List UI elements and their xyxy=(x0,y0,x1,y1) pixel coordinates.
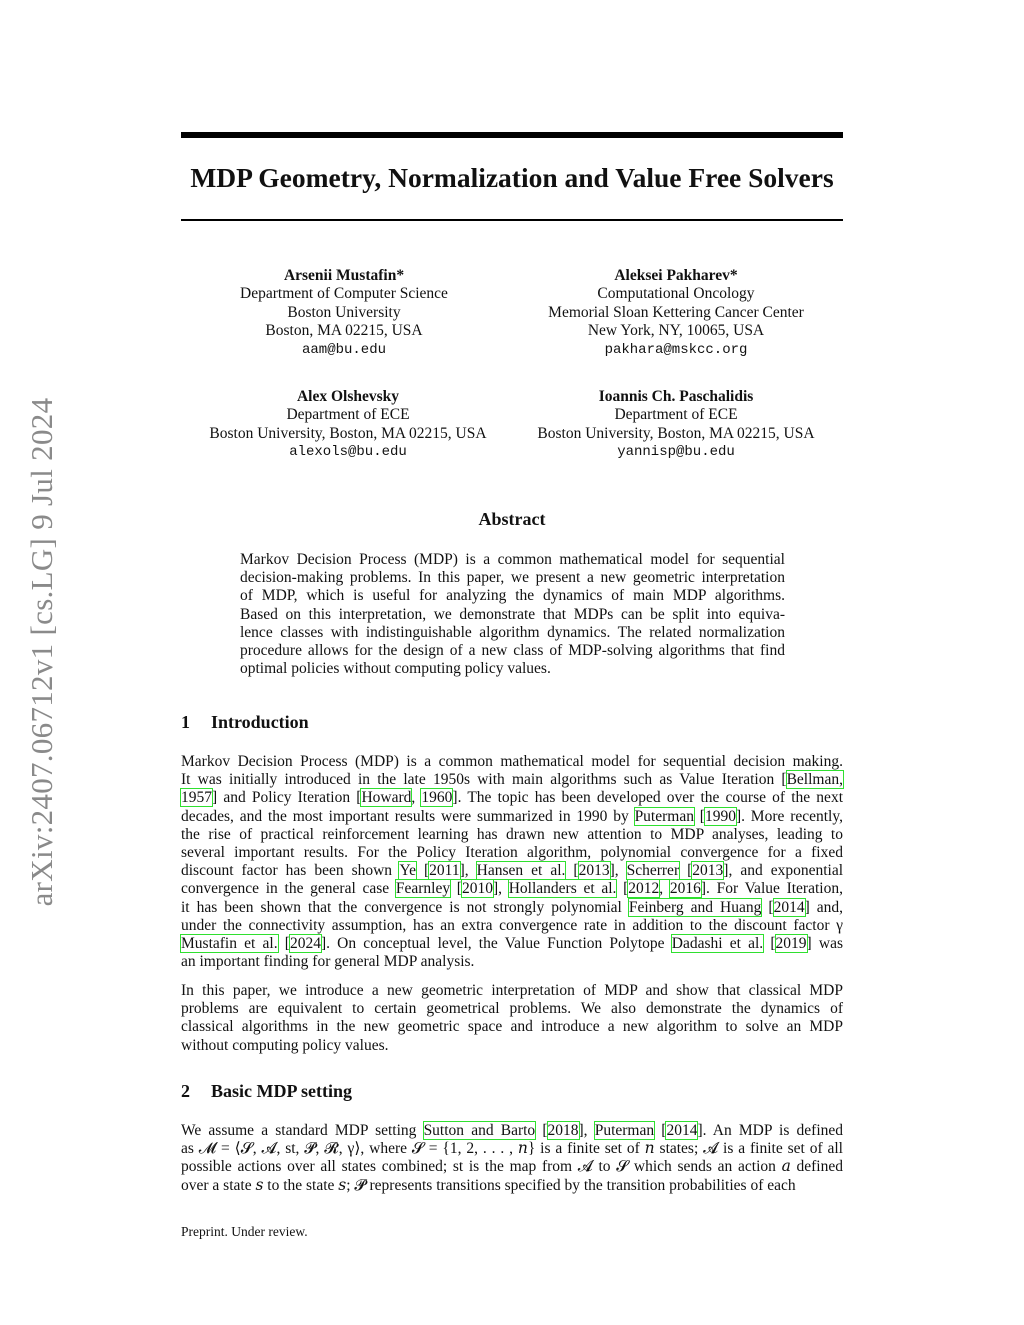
text-span: lence classes with indistinguishable algorithm dynamics. The related normalization xyxy=(240,623,785,641)
author-name: Ioannis Ch. Paschalidis xyxy=(598,388,754,405)
section-heading xyxy=(181,712,309,733)
citation-link[interactable]: 2014 xyxy=(666,1122,698,1139)
text-line xyxy=(181,1037,843,1055)
citation-link[interactable]: 2013 xyxy=(578,862,610,880)
text-span: ], xyxy=(609,862,627,880)
text-span: [ xyxy=(679,862,693,880)
citation-link[interactable]: Scherrer xyxy=(626,862,680,880)
text-span: Markov Decision Process (MDP) is a common mathematical model for sequential decision making. xyxy=(181,753,843,770)
citation-link[interactable]: 2010 xyxy=(461,880,493,898)
author-name: Alex Olshevsky xyxy=(296,388,400,405)
text-span: of MDP, which is useful for analyzing the dynamics of main MDP algorithms. xyxy=(240,587,785,605)
text-span: ], xyxy=(492,880,509,898)
text-line xyxy=(181,1177,843,1195)
text-line xyxy=(240,551,785,569)
citation-link[interactable]: Mustafin et al. xyxy=(181,934,278,952)
section-number: 1 xyxy=(181,712,190,732)
text-span: convergence in the general case xyxy=(181,880,396,898)
citation-link[interactable]: Hansen et al. xyxy=(476,862,566,880)
author-block xyxy=(511,388,841,462)
text-line xyxy=(181,771,843,789)
text-span: decades, and the most important results were summarized in 1990 by xyxy=(181,807,635,825)
citation-link[interactable]: Sutton and Barto xyxy=(423,1122,536,1139)
text-line xyxy=(240,624,785,642)
text-span: without computing policy values. xyxy=(181,1036,389,1054)
text-span: optimal policies without computing policy values. xyxy=(240,660,551,678)
text-span: [ xyxy=(565,862,579,880)
citation-link[interactable]: Dadashi et al. xyxy=(671,934,764,952)
citation-link[interactable]: 2013 xyxy=(692,862,724,880)
title-top-rule xyxy=(181,132,843,138)
text-line xyxy=(240,642,785,660)
citation-link[interactable]: Feinberg and Huang xyxy=(628,898,762,916)
text-span: over a state 𝑠 to the state 𝑠; 𝓟 represents transitions specified by the transition probabilities of each xyxy=(181,1176,796,1194)
abstract-heading: Abstract xyxy=(478,509,546,529)
citation-link[interactable]: 2016 xyxy=(669,880,701,898)
author-email[interactable]: aam@bu.edu xyxy=(301,341,386,358)
text-span: ], and exponential xyxy=(723,862,843,880)
text-line xyxy=(181,808,843,826)
text-line xyxy=(181,880,843,898)
text-line xyxy=(181,953,843,971)
text-span: [ xyxy=(535,1122,548,1139)
citation-link[interactable]: Fearnley xyxy=(395,880,451,898)
text-span: an important finding for general MDP analysis. xyxy=(181,953,475,971)
text-line xyxy=(181,982,843,1000)
text-span: We assume a standard MDP setting xyxy=(181,1122,424,1139)
text-span: under the connectivity assumption, has an extra convergence rate in addition to the discount factor γ xyxy=(181,916,843,934)
text-line xyxy=(181,753,843,771)
author-affiliation: Department of ECE xyxy=(286,406,410,424)
text-span: ], xyxy=(578,1122,595,1139)
text-span: it has been shown that the convergence is not strongly polynomial xyxy=(181,898,629,916)
paragraph xyxy=(181,753,843,971)
text-span: classical algorithms in the new geometric space and introduce a new algorithm to solve an MDP xyxy=(181,1018,843,1036)
citation-link[interactable]: 1990 xyxy=(704,807,736,825)
citation-link[interactable]: Ye xyxy=(399,862,416,880)
text-line xyxy=(181,1122,843,1140)
text-line xyxy=(181,935,843,953)
author-affiliation: Department of ECE xyxy=(614,406,738,424)
text-span: ]. More recently, xyxy=(735,807,843,825)
text-span: , xyxy=(659,880,670,898)
author-affiliation: Memorial Sloan Kettering Cancer Center xyxy=(548,303,804,321)
author-name: Aleksei Pakharev* xyxy=(614,267,738,284)
author-affiliation: Boston University, Boston, MA 02215, USA xyxy=(537,424,815,442)
title-bottom-rule xyxy=(181,219,843,221)
text-span: [ xyxy=(693,807,705,825)
text-line xyxy=(181,917,843,935)
text-span: discount factor has been shown xyxy=(181,862,400,880)
citation-link[interactable]: 2014 xyxy=(773,898,805,916)
text-span: ]. For Value Iteration, xyxy=(700,880,843,898)
text-span: ] and Policy Iteration [ xyxy=(212,789,362,807)
text-line xyxy=(240,606,785,624)
citation-link[interactable]: Bellman, xyxy=(786,771,843,789)
text-span: as 𝓜 = ⟨𝓢, 𝓐, st, 𝓟, 𝓡, γ⟩, where 𝓢 = {1, 2, . . . , 𝑛} is a finite set of 𝑛 states; 𝓐 is a finite set of all xyxy=(181,1140,843,1158)
text-span: problems are equivalent to certain geometrical problems. We also demonstrate the dynamics of xyxy=(181,1000,843,1018)
author-email[interactable]: yannisp@bu.edu xyxy=(617,444,735,461)
author-affiliation: Boston University xyxy=(287,303,401,321)
text-line xyxy=(181,789,843,807)
text-line xyxy=(181,862,843,880)
citation-link[interactable]: Puterman xyxy=(594,1122,655,1139)
citation-link[interactable]: 2019 xyxy=(775,934,807,952)
citation-link[interactable]: 2011 xyxy=(429,862,460,880)
text-line xyxy=(181,1000,843,1018)
section-title: Introduction xyxy=(211,712,309,732)
text-span: [ xyxy=(616,880,629,898)
paragraph xyxy=(181,1122,843,1195)
text-span: ]. On conceptual level, the Value Function Polytope xyxy=(320,934,672,952)
text-line xyxy=(181,844,843,862)
author-affiliation: Computational Oncology xyxy=(597,285,755,303)
citation-link[interactable]: Puterman xyxy=(634,807,694,825)
text-span: [ xyxy=(277,934,290,952)
text-line xyxy=(181,1140,843,1158)
text-span: Markov Decision Process (MDP) is a common mathematical model for sequential xyxy=(240,551,785,568)
author-affiliation: New York, NY, 10065, USA xyxy=(587,322,765,340)
author-email[interactable]: alexols@bu.edu xyxy=(289,444,407,461)
text-span: [ xyxy=(763,934,776,952)
text-line xyxy=(181,826,843,844)
text-span: ]. An MDP is defined xyxy=(697,1122,844,1139)
text-line xyxy=(181,1158,843,1176)
citation-link[interactable]: 1960 xyxy=(421,789,453,807)
text-span: , xyxy=(411,789,422,807)
paragraph xyxy=(181,982,843,1055)
citation-link[interactable]: 1957 xyxy=(181,789,212,807)
text-line xyxy=(181,1018,843,1036)
section-number: 2 xyxy=(181,1081,190,1101)
text-span: [ xyxy=(450,880,462,898)
text-span: the rise of practical reinforcement learning has drawn new attention to MDP analyses, leading to xyxy=(181,825,843,843)
text-span: [ xyxy=(761,898,774,916)
abstract-text xyxy=(240,551,785,678)
text-span: ]. The topic has been developed over the course of the next xyxy=(452,789,843,807)
paper-title: MDP Geometry, Normalization and Value Free Solvers xyxy=(190,162,834,193)
text-span: It was initially introduced in the late 1950s with main algorithms such as Value Iteration [ xyxy=(181,771,787,789)
citation-link[interactable]: Hollanders et al. xyxy=(508,880,617,898)
citation-link[interactable]: 2012 xyxy=(628,880,660,898)
text-line xyxy=(240,660,785,678)
text-span: possible actions over all states combined; st is the map from 𝓐 to 𝓢 which sends an action 𝑎 defined xyxy=(181,1158,843,1176)
author-affiliation: Boston University, Boston, MA 02215, USA xyxy=(209,424,487,442)
citation-link[interactable]: 2024 xyxy=(289,934,321,952)
text-line xyxy=(240,569,785,587)
footer-note: Preprint. Under review. xyxy=(181,1224,308,1239)
text-span: Based on this interpretation, we demonstrate that MDPs can be split into equiva- xyxy=(240,605,785,623)
arxiv-stamp: arXiv:2407.06712v1 [cs.LG] 9 Jul 2024 xyxy=(24,397,59,907)
text-span: ], xyxy=(459,862,477,880)
section-heading xyxy=(181,1081,352,1102)
text-span: [ xyxy=(654,1122,667,1139)
text-line xyxy=(181,899,843,917)
text-span: ] and, xyxy=(804,898,843,916)
author-name: Arsenii Mustafin* xyxy=(283,267,405,284)
author-block xyxy=(179,267,509,359)
text-span: procedure allows for the design of a new class of MDP-solving algorithms that find xyxy=(240,641,785,659)
citation-link[interactable]: Howard xyxy=(361,789,412,807)
author-email[interactable]: pakhara@mskcc.org xyxy=(604,341,748,358)
section-title: Basic MDP setting xyxy=(211,1081,352,1101)
author-affiliation: Boston, MA 02215, USA xyxy=(265,322,423,340)
text-line xyxy=(240,587,785,605)
text-span: [ xyxy=(416,862,430,880)
text-span: decision-making problems. In this paper, we present a new geometric interpretation xyxy=(240,569,785,587)
text-span: ] was xyxy=(806,934,843,952)
text-span: In this paper, we introduce a new geometric interpretation of MDP and show that classical MDP xyxy=(181,982,843,999)
author-affiliation: Department of Computer Science xyxy=(240,285,448,303)
author-block xyxy=(511,267,841,359)
citation-link[interactable]: 2018 xyxy=(547,1122,579,1139)
text-span: several important results. For the Policy Iteration algorithm, polynomial convergence for a fixed xyxy=(181,843,843,861)
author-block xyxy=(183,388,513,462)
